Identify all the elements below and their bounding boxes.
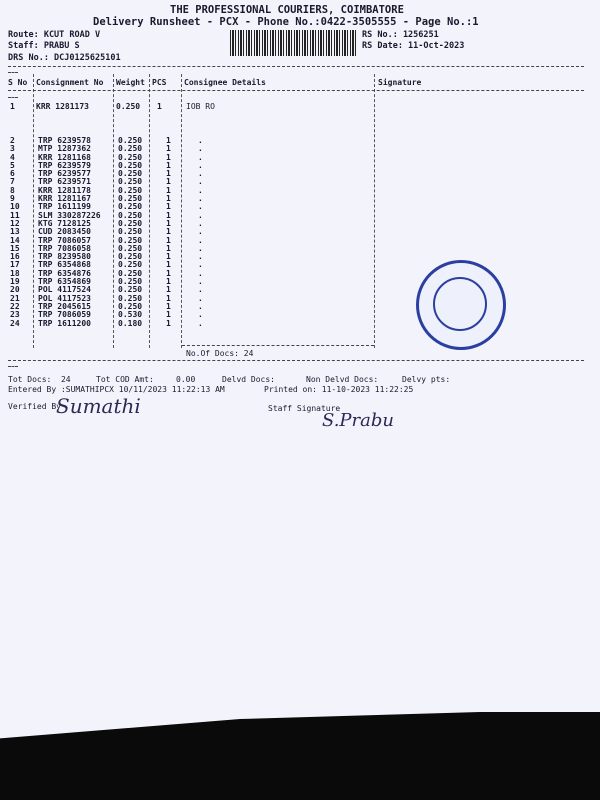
row-consignment: TRP 7086057 [38,235,91,245]
row-consignment: KTG 7128125 [38,218,91,228]
row-pcs: 1 [166,277,171,287]
row-pcs: 1 [166,185,171,195]
divider-bottom [8,360,584,361]
row-weight: 0.250 [118,277,143,287]
row-consignment: TRP 2045615 [38,301,91,311]
row-details: . [198,185,203,195]
row-weight: 0.250 [118,160,143,170]
row-consignment: TRP 6354868 [38,260,91,270]
row-pcs: 1 [166,260,171,270]
row-sno: 7 [10,177,15,187]
row-consignment: TRP 6239577 [38,169,91,179]
row-consignment: KRR 1281167 [38,194,91,204]
tot-cod-value: 0.00 [176,375,196,384]
row-pcs: 1 [166,210,171,220]
rs-number: RS No.: 1256251 [362,30,439,40]
row-weight: 0.250 [118,136,143,145]
non-delvd-docs: Non Delvd Docs: [306,375,379,384]
row-weight: 0.250 [118,144,143,154]
row-consignment: MTP 1287362 [38,144,91,154]
courier-seal-stamp [416,260,506,350]
row-consignment: TRP 1611199 [38,202,91,212]
no-of-docs: No.Of Docs: 24 [186,349,254,358]
row-sno: 6 [10,169,15,179]
row-details: . [198,243,203,253]
col-pcs: PCS [152,78,167,87]
row-pcs: 1 [166,169,171,179]
row-weight: 0.250 [118,285,143,295]
seal-inner-ring [433,277,487,331]
rs-date: RS Date: 11-Oct-2023 [362,41,465,51]
divider-tick [8,72,18,73]
row-weight: 0.250 [118,185,143,195]
route-label: Route: KCUT ROAD V [8,30,101,40]
tot-docs: Tot Docs: 24 [8,375,71,384]
company-title: THE PROFESSIONAL COURIERS, COIMBATORE [170,4,404,16]
row-pcs: 1 [166,293,171,303]
row-consignment: POL 4117524 [38,285,91,295]
row-sno: 8 [10,185,15,195]
row-sno: 13 [10,227,20,237]
row-pcs: 1 [166,235,171,245]
row-details: . [198,235,203,245]
verifier-signature: Sumathi [56,394,141,418]
row-sno: 5 [10,160,15,170]
row-pcs: 1 [166,144,171,154]
row-details: . [198,310,203,320]
printed-on: Printed on: 11-10-2023 11:22:25 [264,385,414,394]
barcode-image [230,30,357,56]
runsheet-subtitle: Delivery Runsheet - PCX - Phone No.:0422-3505555 - Page No.:1 [93,16,479,28]
row-consignment: TRP 8239580 [38,252,91,262]
row-weight: 0.250 [118,210,143,220]
row-weight: 0.250 [118,152,143,162]
entered-by: Entered By :SUMATHIPCX 10/11/2023 11:22:13 AM [8,385,225,394]
row-pcs: 1 [157,102,162,111]
row-pcs: 1 [166,218,171,228]
row-sno: 17 [10,260,20,270]
row-details: . [198,227,203,237]
row-weight: 0.250 [118,169,143,179]
row-weight: 0.250 [118,268,143,278]
row-consignment: SLM 330287226 [38,210,101,220]
row-pcs: 1 [166,318,171,328]
row-sno: 1 [10,102,15,111]
row-pcs: 1 [166,310,171,320]
tot-cod-label: Tot COD Amt: [96,375,154,384]
row-consignment: TRP 6239571 [38,177,91,187]
row-details: . [198,252,203,262]
col-consignee-details: Consignee Details [184,78,266,87]
row-weight: 0.250 [118,177,143,187]
row-sno: 2 [10,136,15,145]
row-sno: 23 [10,310,20,320]
row-consignment: TRP 6354869 [38,277,91,287]
divider-header [8,90,584,91]
row-weight: 0.180 [118,318,143,328]
row-details: . [198,293,203,303]
row-pcs: 1 [166,252,171,262]
col-signature: Signature [378,78,422,87]
row-consignment: TRP 7086059 [38,310,91,320]
row-details: . [198,169,203,179]
row-pcs: 1 [166,177,171,187]
row-sno: 11 [10,210,20,220]
row-details: . [198,194,203,204]
row-sno: 12 [10,218,20,228]
row-consignment: TRP 6239578 [38,136,91,145]
row-consignment: KRR 1281168 [38,152,91,162]
col-weight: Weight [116,78,145,87]
row-sno: 22 [10,301,20,311]
separator [374,74,375,348]
row-pcs: 1 [166,301,171,311]
row-consignment: TRP 7086058 [38,243,91,253]
row-details: . [198,177,203,187]
row-pcs: 1 [166,268,171,278]
row-details: . [198,202,203,212]
row-pcs: 1 [166,152,171,162]
staff-signature: S.Prabu [322,410,394,431]
row-sno: 15 [10,243,20,253]
row-weight: 0.250 [118,227,143,237]
row-details: . [198,160,203,170]
row-pcs: 1 [166,202,171,212]
row-consignment: POL 4117523 [38,293,91,303]
row-sno: 20 [10,285,20,295]
row-details: IOB RO [186,102,215,111]
row-sno: 19 [10,277,20,287]
staff-signature-label: Staff Signature [268,404,341,413]
row-consignment: CUD 2083450 [38,227,91,237]
row-sno: 18 [10,268,20,278]
delvd-docs: Delvd Docs: [222,375,275,384]
divider-tick [8,97,18,98]
row-details: . [198,318,203,328]
row-weight: 0.250 [118,194,143,204]
row-weight: 0.250 [118,260,143,270]
row-consignment: TRP 1611200 [38,318,91,328]
consignment-table [8,137,208,328]
row-consignment: TRP 6354876 [38,268,91,278]
row-weight: 0.250 [118,252,143,262]
row-details: . [198,210,203,220]
row-consignment: KRR 1281173 [36,102,89,111]
row-pcs: 1 [166,243,171,253]
row-details: . [198,136,203,145]
row-details: . [198,260,203,270]
row-details: . [198,152,203,162]
verified-by-label: Verified By [8,402,61,411]
row-consignment: KRR 1281178 [38,185,91,195]
row-weight: 0.250 [118,243,143,253]
row-pcs: 1 [166,136,171,145]
row-pcs: 1 [166,194,171,204]
row-weight: 0.530 [118,310,143,320]
row-sno: 14 [10,235,20,245]
table-row [8,320,208,328]
col-sno: S No [8,78,28,87]
row-weight: 0.250 [118,202,143,212]
row-weight: 0.250 [118,293,143,303]
row-weight: 0.250 [116,102,141,111]
scan-shadow [0,712,600,800]
row-sno: 9 [10,194,15,204]
row-sno: 24 [10,318,20,328]
row-consignment: TRP 6239579 [38,160,91,170]
row-weight: 0.250 [118,235,143,245]
divider-tick [8,366,18,367]
row-details: . [198,301,203,311]
delvy-pts: Delvy pts: [402,375,451,384]
row-details: . [198,268,203,278]
row-sno: 16 [10,252,20,262]
row-details: . [198,285,203,295]
row-sno: 10 [10,202,20,212]
drs-number: DRS No.: DCJ0125625101 [8,53,121,63]
staff-label: Staff: PRABU S [8,41,80,51]
row-details: . [198,277,203,287]
row-pcs: 1 [166,160,171,170]
divider-docs [182,345,374,346]
row-details: . [198,144,203,154]
row-weight: 0.250 [118,218,143,228]
divider-top [8,66,584,67]
row-weight: 0.250 [118,301,143,311]
row-sno: 3 [10,144,15,154]
row-pcs: 1 [166,227,171,237]
col-consignment: Consignment No [36,78,104,87]
row-sno: 4 [10,152,15,162]
row-sno: 21 [10,293,20,303]
row-details: . [198,218,203,228]
row-pcs: 1 [166,285,171,295]
